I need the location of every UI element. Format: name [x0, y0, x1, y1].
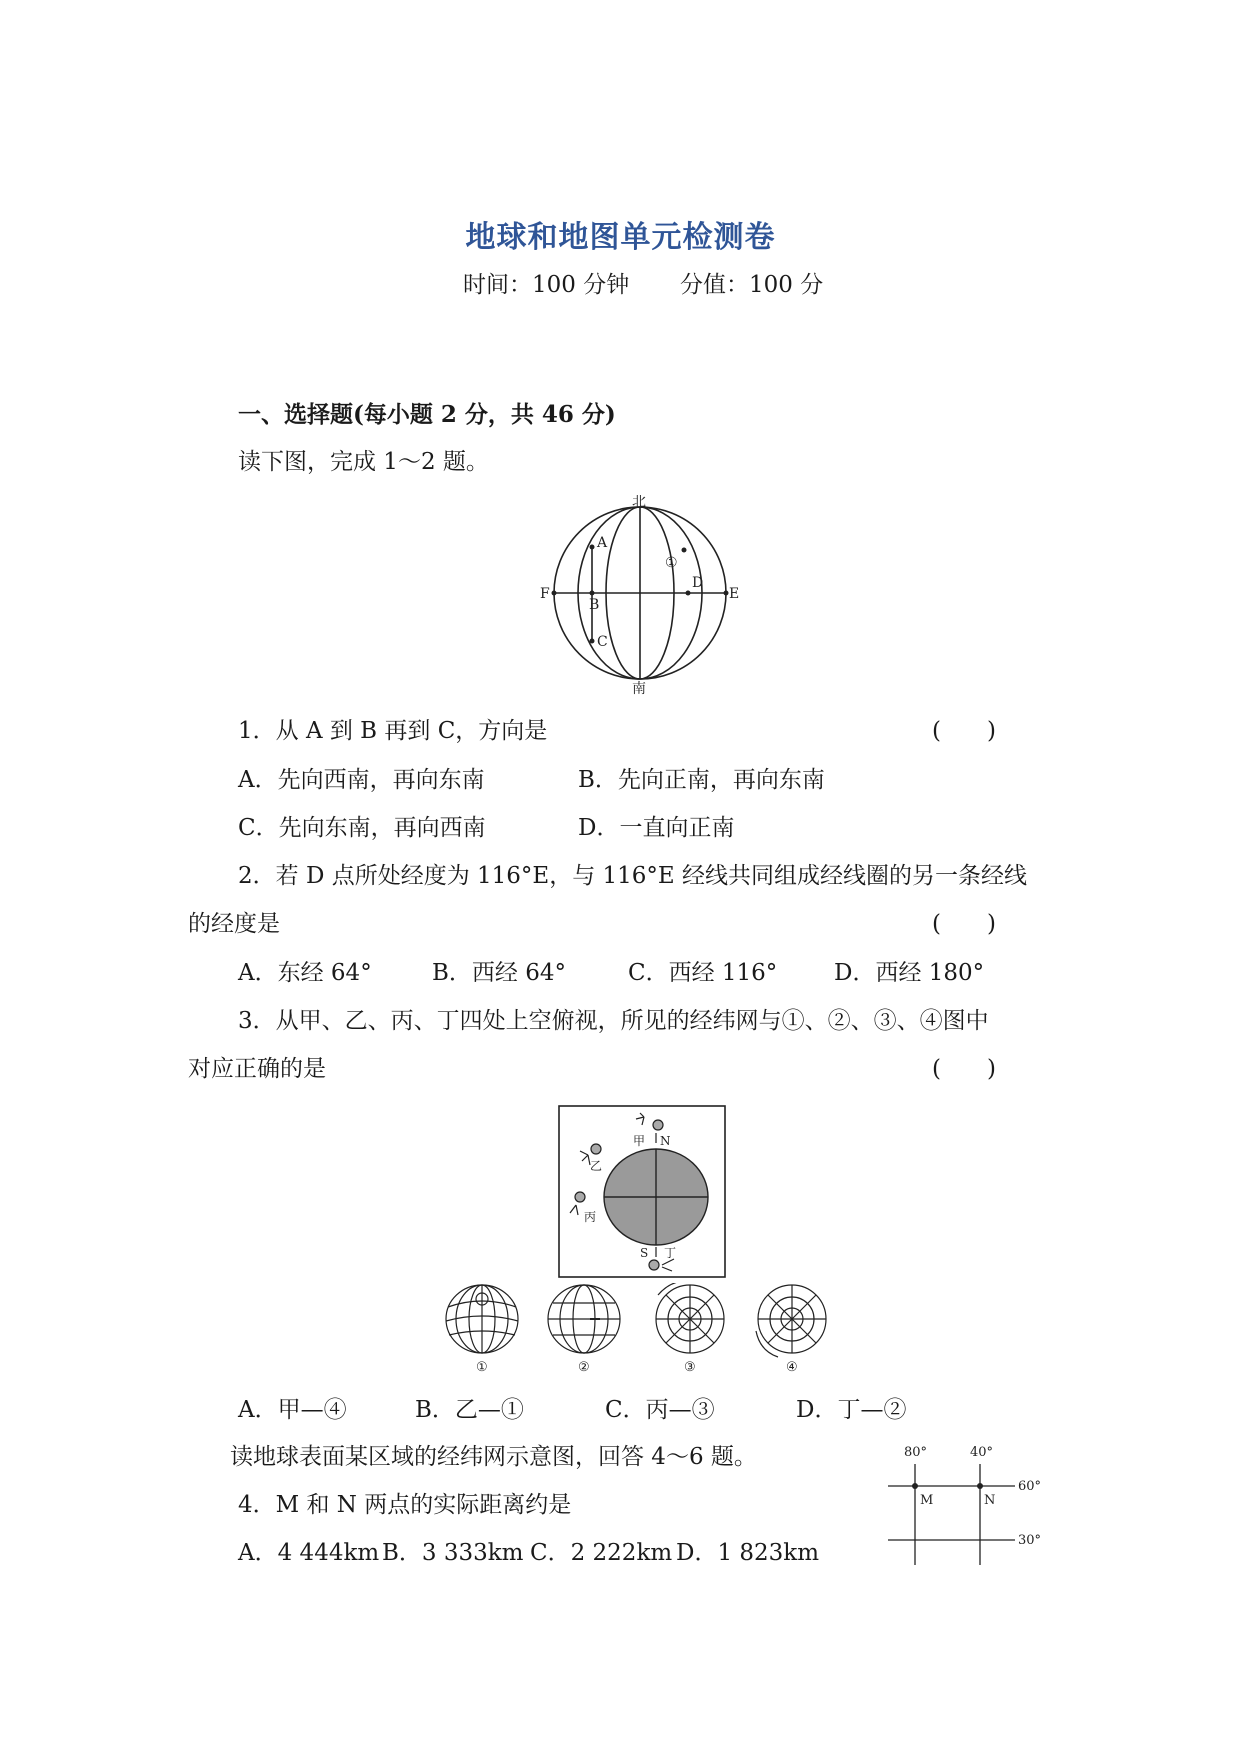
point-m	[912, 1483, 918, 1489]
question-4-option-a: A．4 444km	[238, 1540, 380, 1566]
point-f	[552, 591, 557, 596]
point-n	[977, 1483, 983, 1489]
question-2-option-a: A．东经 64°	[238, 960, 372, 986]
question-1-option-c: C．先向东南，再向西南	[238, 815, 486, 841]
label-graticule-2: ②	[578, 1360, 590, 1373]
observer-jia	[653, 1120, 663, 1130]
question-4-option-c: C．2 222km	[530, 1540, 673, 1566]
label-s: S	[640, 1246, 649, 1260]
question-4-option-b: B．3 333km	[382, 1540, 524, 1566]
question-1-option-b: B．先向正南，再向东南	[578, 767, 825, 793]
label-c: C	[597, 634, 608, 650]
label-yi: 乙	[590, 1159, 603, 1173]
label-b: B	[589, 597, 600, 613]
label-a: A	[597, 535, 608, 551]
question-2-option-b: B．西经 64°	[432, 960, 566, 986]
question-1-option-d: D．一直向正南	[578, 815, 735, 841]
label-south: 南	[632, 681, 646, 695]
label-lat-60: 60°	[1018, 1479, 1042, 1494]
observer-yi	[591, 1144, 601, 1154]
question-1-stem: 1．从 A 到 B 再到 C，方向是	[238, 718, 548, 744]
label-m: M	[920, 1493, 934, 1508]
label-ding: 丁	[664, 1246, 677, 1260]
label-bing: 丙	[584, 1210, 597, 1224]
observer-ding	[649, 1260, 659, 1270]
observation-figure	[558, 1105, 726, 1280]
question-3-stem-line1: 3．从甲、乙、丙、丁四处上空俯视，所见的经纬网与①、②、③、④图中	[238, 1008, 989, 1034]
question-1-answer-parens: ( )	[932, 718, 996, 744]
label-f: F	[540, 586, 550, 602]
question-2-option-d: D．西经 180°	[834, 960, 985, 986]
graticule-3	[656, 1283, 724, 1353]
point-c	[590, 639, 595, 644]
point-e	[724, 591, 729, 596]
questions-4-6-intro: 读地球表面某区域的经纬网示意图，回答 4～6 题。	[230, 1444, 757, 1470]
question-2-option-c: C．西经 116°	[628, 960, 778, 986]
point-b	[590, 591, 595, 596]
globe-figure	[540, 495, 740, 695]
question-3-option-c: C．丙—③	[605, 1397, 715, 1423]
question-3-option-b: B．乙—①	[415, 1397, 524, 1423]
label-north: 北	[632, 495, 646, 510]
label-circled-1: ①	[665, 555, 678, 571]
question-3-stem-line2: 对应正确的是	[188, 1056, 326, 1082]
section-intro: 读下图，完成 1～2 题。	[238, 449, 489, 475]
question-3-answer-parens: ( )	[932, 1056, 996, 1082]
label-lon-40: 40°	[970, 1445, 994, 1460]
label-graticule-1: ①	[476, 1360, 488, 1373]
exam-time: 时间：100 分钟	[463, 272, 630, 298]
lat-lon-grid-figure	[880, 1440, 1055, 1570]
point-d	[686, 591, 691, 596]
observer-bing	[575, 1192, 585, 1202]
label-graticule-3: ③	[684, 1360, 696, 1373]
question-4-option-d: D．1 823km	[676, 1540, 820, 1566]
question-2-answer-parens: ( )	[932, 911, 996, 937]
label-lat-30: 30°	[1018, 1533, 1042, 1548]
graticule-options-figure	[440, 1283, 840, 1373]
label-e: E	[729, 586, 740, 602]
label-d: D	[692, 575, 704, 591]
question-2-stem-line2: 的经度是	[188, 911, 280, 937]
graticule-2	[548, 1285, 620, 1353]
point-1	[682, 548, 687, 553]
section-heading: 一、选择题(每小题 2 分，共 46 分)	[238, 401, 616, 428]
label-n: N	[984, 1493, 996, 1508]
question-4-stem: 4．M 和 N 两点的实际距离约是	[238, 1492, 572, 1518]
question-2-stem-line1: 2．若 D 点所处经度为 116°E，与 116°E 经线共同组成经线圈的另一条经线	[238, 863, 1028, 889]
label-graticule-4: ④	[786, 1360, 798, 1373]
graticule-4	[756, 1285, 826, 1357]
label-jia: 甲	[633, 1134, 646, 1148]
label-n: N	[660, 1134, 671, 1148]
exam-score: 分值：100 分	[680, 272, 824, 298]
graticule-1	[446, 1285, 518, 1353]
question-3-option-d: D．丁—②	[796, 1397, 907, 1423]
question-3-option-a: A．甲—④	[238, 1397, 347, 1423]
page-title: 地球和地图单元检测卷	[465, 220, 776, 255]
label-lon-80: 80°	[904, 1445, 928, 1460]
question-1-option-a: A．先向西南，再向东南	[238, 767, 485, 793]
point-a	[590, 545, 595, 550]
